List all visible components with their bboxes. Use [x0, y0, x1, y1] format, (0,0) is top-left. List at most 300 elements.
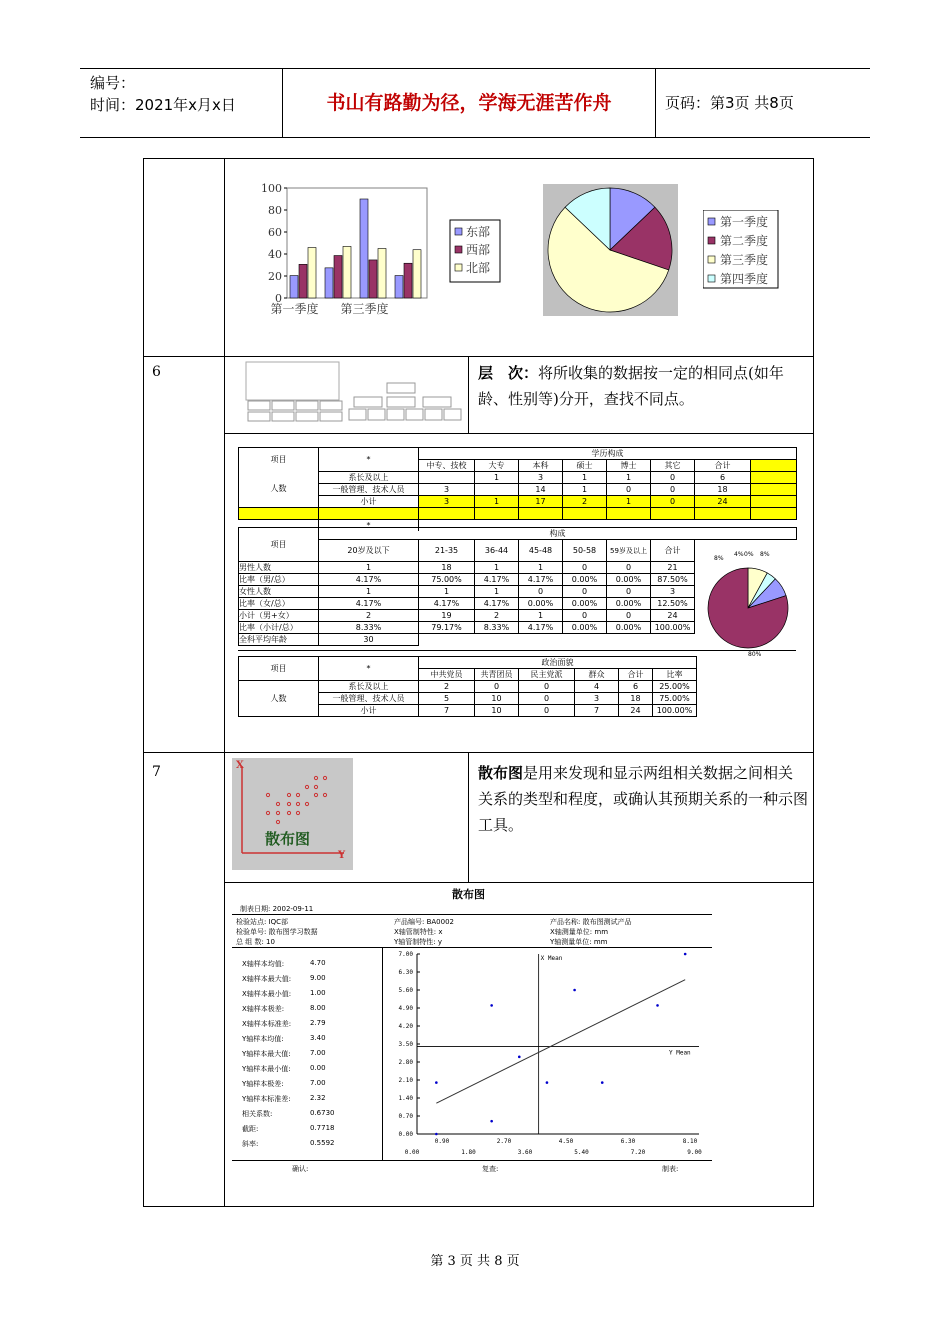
cell: 合计 — [695, 460, 751, 472]
cell — [751, 460, 797, 472]
bar-北部 — [413, 250, 421, 298]
cell: 1 — [519, 562, 563, 574]
cell: 大专 — [475, 460, 519, 472]
x-tick-label: 0.90 — [434, 1138, 450, 1145]
cell: 36-44 — [475, 540, 519, 562]
cell: 17 — [519, 496, 563, 508]
report-info: Y轴测量单位: mm — [550, 938, 608, 946]
layer-diagram — [244, 360, 464, 424]
y-tick-label: 0 — [275, 292, 282, 305]
cell: 0 — [519, 693, 575, 705]
cell: 5 — [419, 693, 475, 705]
education-table — [238, 447, 797, 531]
cell: 3 — [519, 472, 563, 484]
scatter-point — [518, 1056, 521, 1059]
report-info: 检验站点: IQC部 — [236, 918, 289, 926]
cell: 本科 — [519, 460, 563, 472]
table-border-mid — [224, 158, 225, 1207]
x-tick-label: 3.60 — [517, 1149, 533, 1156]
cell: 3 — [651, 586, 695, 598]
x-tick-label: 6.30 — [620, 1138, 636, 1145]
y-tick-label: 6.30 — [398, 969, 413, 976]
cell: 人数 — [239, 472, 319, 508]
scatter-desc-text: 是用来发现和显示两组相关数据之间相关关系的类型和程度，或确认其预期关系的一种示图工具。 — [478, 764, 809, 834]
y-tick-label: 0.00 — [398, 1131, 413, 1138]
cell: 25.00% — [653, 681, 697, 693]
cell: * — [319, 448, 419, 472]
cell: 项目 — [239, 657, 319, 681]
stat-label: 截距: — [242, 1125, 259, 1133]
cell — [419, 508, 475, 520]
cell: 7 — [575, 705, 619, 717]
bar-北部 — [308, 248, 316, 298]
bar-北部 — [343, 246, 351, 298]
cell: 0 — [519, 586, 563, 598]
legend-label: 第四季度 — [720, 272, 769, 286]
y-tick-label: 80 — [268, 204, 282, 217]
cell: 0.00% — [607, 574, 651, 586]
page-header — [80, 68, 870, 138]
layer-desc-text: 将所收集的数据按一定的相同点(如年龄、性别等)分开，查找不同点。 — [478, 364, 784, 408]
pie-label: 8% — [714, 555, 724, 562]
cell: 2 — [475, 610, 519, 622]
report-footer-maker: 制表: — [662, 1165, 679, 1173]
cell: 0 — [519, 681, 575, 693]
scatter-point — [435, 1081, 438, 1084]
scatter-point — [546, 1081, 549, 1084]
cell: 0.00% — [563, 622, 607, 634]
cell — [607, 634, 651, 646]
stat-label: X轴样本极差: — [242, 1005, 285, 1013]
cell — [607, 508, 651, 520]
cell: 一般管理、技术人员 — [319, 693, 419, 705]
legend-label: 第三季度 — [720, 253, 769, 267]
cell: 项目 — [239, 448, 319, 472]
cell — [751, 472, 797, 484]
pie-chart — [543, 184, 678, 316]
cell: 0.00% — [607, 622, 651, 634]
page-number-label: 页码：第3页 共8页 — [665, 94, 794, 112]
cell: 系长及以上 — [319, 681, 419, 693]
pie-label: 80% — [748, 651, 762, 658]
x-tick-label: 7.20 — [630, 1149, 646, 1156]
cell: 男性人数 — [239, 562, 319, 574]
stat-value: 8.00 — [310, 1004, 326, 1012]
stat-label: X轴样本最小值: — [242, 990, 292, 998]
cell: 1 — [563, 484, 607, 496]
cell: 小计 — [319, 496, 419, 508]
cell: 4.17% — [475, 574, 519, 586]
table-border-left — [143, 158, 144, 1207]
legend-swatch — [708, 256, 715, 263]
report-info: Y轴管制特性: y — [394, 938, 443, 946]
cell: 3 — [419, 496, 475, 508]
cell: 中专、技校 — [419, 460, 475, 472]
cell: 0 — [607, 484, 651, 496]
cell: 共青团员 — [475, 669, 519, 681]
y-mean-label: Y Mean — [669, 1049, 691, 1057]
cell: 20岁及以下 — [319, 540, 419, 562]
stat-label: 相关系数: — [242, 1110, 273, 1118]
y-tick-label: 0.70 — [398, 1113, 413, 1120]
stat-label: X轴样本最大值: — [242, 975, 292, 983]
cell — [563, 508, 607, 520]
cell — [651, 508, 695, 520]
cell: 3 — [419, 484, 475, 496]
cell — [519, 634, 563, 646]
cell: 24 — [619, 705, 653, 717]
cell: 8.33% — [475, 622, 519, 634]
cell: 24 — [651, 610, 695, 622]
layer-description — [478, 360, 806, 412]
cell — [751, 508, 797, 520]
cell: 小计（男+女） — [239, 610, 319, 622]
row-number-7: 7 — [152, 764, 161, 780]
stat-value: 7.00 — [310, 1049, 326, 1057]
cell: 18 — [619, 693, 653, 705]
cell: 构成 — [319, 528, 797, 540]
scatter-term: 散布图 — [478, 764, 524, 782]
stat-value: 7.00 — [310, 1079, 326, 1087]
cell: 100.00% — [651, 622, 695, 634]
bar-东部 — [395, 276, 403, 298]
cell: 4.17% — [475, 598, 519, 610]
stat-value: 0.6730 — [310, 1109, 335, 1117]
row7-subdivider — [224, 882, 814, 883]
cell: 30 — [319, 634, 419, 646]
x-tick-label: 第一季度 — [270, 302, 319, 316]
y-tick-label: 40 — [268, 248, 282, 261]
cell: 学历构成 — [419, 448, 797, 460]
cell: 6 — [619, 681, 653, 693]
cell: 政治面貌 — [419, 657, 697, 669]
scatter-icon-y: Y — [338, 850, 346, 861]
x-tick-label: 第三季度 — [340, 302, 389, 316]
stat-value: 3.40 — [310, 1034, 326, 1042]
pie-label: 4% — [734, 551, 744, 558]
cell: 中共党员 — [419, 669, 475, 681]
table-border-top — [143, 158, 814, 159]
code-label: 编号： — [90, 74, 136, 92]
row6-subdivider — [224, 433, 814, 434]
cell — [475, 508, 519, 520]
cell: 1 — [319, 586, 419, 598]
cell: 0 — [607, 610, 651, 622]
scatter-description — [478, 760, 808, 838]
cell: 0 — [475, 681, 519, 693]
cell: 1 — [563, 472, 607, 484]
x-tick-label: 9.00 — [687, 1149, 702, 1156]
page-footer: 第 3 页 共 8 页 — [430, 1254, 520, 1269]
cell: 0.00% — [563, 598, 607, 610]
header-meta — [80, 69, 283, 137]
scatter-point — [573, 989, 576, 992]
age-pie-chart — [700, 548, 796, 660]
cell: 7 — [419, 705, 475, 717]
header-motto: 书山有路勤为径，学海无涯苦作舟 — [283, 69, 656, 137]
cell: 75.00% — [419, 574, 475, 586]
cell: 1 — [419, 586, 475, 598]
layer-term: 层 次： — [478, 364, 539, 382]
stat-label: Y轴样本最小值: — [242, 1065, 291, 1073]
cell: 12.50% — [651, 598, 695, 610]
stat-label: Y轴样本标准差: — [242, 1095, 291, 1103]
cell: 21 — [651, 562, 695, 574]
bar-西部 — [334, 256, 342, 298]
cell: 10 — [475, 693, 519, 705]
report-info: 产品编号: BA0002 — [394, 918, 454, 926]
cell: 14 — [519, 484, 563, 496]
report-date: 制表日期: 2002-09-11 — [240, 905, 314, 913]
cell: * — [319, 520, 419, 532]
cell: 4.17% — [319, 598, 419, 610]
cell — [751, 484, 797, 496]
legend-swatch — [708, 237, 715, 244]
cell — [419, 634, 475, 646]
stat-value: 1.00 — [310, 989, 326, 997]
cell: 系长及以上 — [319, 472, 419, 484]
bar-北部 — [378, 249, 386, 299]
cell: 21-35 — [419, 540, 475, 562]
cell: 4.17% — [319, 574, 419, 586]
cell: 一般管理、技术人员 — [319, 484, 419, 496]
row-number-6: 6 — [152, 364, 161, 380]
stat-value: 2.32 — [310, 1094, 326, 1102]
cell: 50-58 — [563, 540, 607, 562]
cell: 75.00% — [653, 693, 697, 705]
table-border-right — [813, 158, 814, 1207]
report-footer-review: 复查: — [482, 1165, 499, 1173]
report-info: X轴管制特性: x — [394, 928, 443, 936]
legend-swatch — [455, 246, 462, 253]
cell: 合计 — [651, 540, 695, 562]
cell: 87.50% — [651, 574, 695, 586]
cell: 民主党派 — [519, 669, 575, 681]
cell — [519, 508, 563, 520]
fit-line — [436, 980, 685, 1103]
bar-西部 — [404, 263, 412, 298]
y-tick-label: 5.60 — [398, 987, 413, 994]
stat-value: 9.00 — [310, 974, 326, 982]
scatter-icon — [232, 758, 353, 870]
cell: 人数 — [239, 681, 319, 717]
cell: 全科平均年龄 — [239, 634, 319, 646]
legend-swatch — [455, 264, 462, 271]
cell: 79.17% — [419, 622, 475, 634]
report-scatter-chart — [382, 947, 712, 1160]
cell — [563, 634, 607, 646]
cell — [419, 472, 475, 484]
cell: 比率（女/总） — [239, 598, 319, 610]
cell: 6 — [695, 472, 751, 484]
cell: 0 — [651, 496, 695, 508]
pie-legend — [703, 210, 783, 290]
x-tick-label: 5.40 — [574, 1149, 589, 1156]
stat-value: 0.00 — [310, 1064, 326, 1072]
cell: * — [319, 657, 419, 681]
cell: 项目 — [239, 528, 319, 562]
cell: 0 — [519, 705, 575, 717]
y-tick-label: 2.10 — [398, 1077, 413, 1084]
row6-split — [468, 356, 469, 434]
row7-split — [468, 752, 469, 882]
report-info: 总 组 数: 10 — [236, 938, 275, 946]
cell: 24 — [695, 496, 751, 508]
cell: 1 — [319, 562, 419, 574]
cell — [751, 496, 797, 508]
cell — [475, 484, 519, 496]
bar-西部 — [299, 264, 307, 298]
layer-box-top — [246, 362, 339, 400]
y-tick-label: 1.40 — [398, 1095, 413, 1102]
cell: 4 — [575, 681, 619, 693]
cell: 0 — [607, 586, 651, 598]
time-label: 时间：2021年x月x日 — [90, 96, 236, 114]
cell: 1 — [519, 610, 563, 622]
y-tick-label: 2.80 — [398, 1059, 413, 1066]
bar-西部 — [369, 260, 377, 298]
x-tick-label: 2.70 — [496, 1138, 512, 1145]
cell: 2 — [419, 681, 475, 693]
cell: 合计 — [619, 669, 653, 681]
cell: 0 — [607, 562, 651, 574]
cell — [239, 508, 319, 520]
y-tick-label: 4.20 — [398, 1023, 413, 1030]
cell: 18 — [419, 562, 475, 574]
cell: 1 — [475, 562, 519, 574]
cell: 女性人数 — [239, 586, 319, 598]
cell: 1 — [475, 472, 519, 484]
bar-东部 — [325, 268, 333, 298]
pie-label: 8% — [760, 551, 770, 558]
table-border-bottom — [143, 1206, 814, 1207]
cell — [695, 508, 751, 520]
cell — [475, 634, 519, 646]
x-tick-label: 1.80 — [461, 1149, 476, 1156]
cell — [319, 508, 419, 520]
legend-label: 东部 — [466, 225, 491, 239]
cell: 19 — [419, 610, 475, 622]
stat-value: 4.70 — [310, 959, 326, 967]
legend-label: 西部 — [466, 243, 491, 257]
y-tick-label: 7.00 — [398, 951, 413, 958]
cell: 4.17% — [419, 598, 475, 610]
report-title: 散布图 — [452, 888, 485, 901]
row-divider-1 — [143, 356, 814, 357]
cell: 0 — [563, 586, 607, 598]
report-footer-confirm: 确认: — [292, 1165, 309, 1173]
cell: 硕士 — [563, 460, 607, 472]
report-line — [232, 1160, 712, 1161]
scatter-icon-graphic — [232, 758, 353, 870]
cell: 4.17% — [519, 574, 563, 586]
y-tick-label: 3.50 — [398, 1041, 413, 1048]
scatter-point — [656, 1004, 659, 1007]
stat-label: X轴样本均值: — [242, 960, 285, 968]
scatter-icon-x: X — [236, 760, 244, 771]
cell: 0.00% — [519, 598, 563, 610]
stat-label: Y轴样本最大值: — [242, 1050, 291, 1058]
stat-label: Y轴样本均值: — [242, 1035, 284, 1043]
cell: 59岁及以上 — [607, 540, 651, 562]
row-divider-2 — [143, 752, 814, 753]
report-info: X轴测量单位: mm — [550, 928, 609, 936]
cell: 3 — [575, 693, 619, 705]
x-mean-label: X Mean — [540, 955, 563, 962]
x-tick-label: 0.00 — [404, 1149, 420, 1156]
bar-东部 — [360, 199, 368, 298]
cell: 0.00% — [563, 574, 607, 586]
cell: 1 — [607, 496, 651, 508]
cell: 比率（男/总） — [239, 574, 319, 586]
scatter-point — [601, 1081, 604, 1084]
cell: 0 — [563, 610, 607, 622]
y-tick-label: 4.90 — [398, 1005, 413, 1012]
stat-value: 2.79 — [310, 1019, 326, 1027]
scatter-point — [490, 1004, 493, 1007]
scatter-point — [435, 1133, 438, 1136]
cell: 其它 — [651, 460, 695, 472]
legend-swatch — [708, 275, 715, 282]
scatter-report — [232, 884, 712, 1182]
cell: 博士 — [607, 460, 651, 472]
report-info: 检验单号: 散布图学习数据 — [236, 928, 318, 936]
x-tick-label: 4.50 — [558, 1138, 574, 1145]
y-tick-label: 100 — [261, 182, 282, 195]
legend-label: 第二季度 — [720, 234, 769, 248]
cell: 2 — [563, 496, 607, 508]
cell: 1 — [475, 586, 519, 598]
report-stats — [232, 947, 382, 1160]
stat-label: X轴样本标准差: — [242, 1020, 292, 1028]
cell: 0 — [651, 484, 695, 496]
cell: 4.17% — [519, 622, 563, 634]
cell — [651, 634, 695, 646]
cell: 100.00% — [653, 705, 697, 717]
cell: 比率（小计/总） — [239, 622, 319, 634]
scatter-icon-caption: 散布图 — [265, 830, 311, 848]
cell: 45-48 — [519, 540, 563, 562]
legend-swatch — [708, 218, 715, 225]
cell: 比率 — [653, 669, 697, 681]
cell: 1 — [607, 472, 651, 484]
legend-label: 北部 — [466, 261, 491, 275]
bar-chart — [255, 178, 515, 320]
cell: 2 — [319, 610, 419, 622]
cell: 8.33% — [319, 622, 419, 634]
report-info: 产品名称: 散布图测试产品 — [550, 918, 632, 926]
stat-label: 斜率: — [242, 1140, 259, 1148]
stat-value: 0.7718 — [310, 1124, 335, 1132]
cell: 群众 — [575, 669, 619, 681]
x-tick-label: 8.10 — [682, 1138, 698, 1145]
scatter-point — [490, 1120, 493, 1123]
cell: 小计 — [319, 705, 419, 717]
cell: 0 — [563, 562, 607, 574]
politics-table — [238, 656, 697, 717]
report-line — [232, 914, 712, 915]
cell: 0.00% — [607, 598, 651, 610]
y-tick-label: 60 — [268, 226, 282, 239]
cell: 18 — [695, 484, 751, 496]
cell: 10 — [475, 705, 519, 717]
cell: 0 — [651, 472, 695, 484]
stat-label: Y轴样本极差: — [242, 1080, 284, 1088]
y-tick-label: 20 — [268, 270, 282, 283]
cell: 1 — [475, 496, 519, 508]
bar-东部 — [290, 276, 298, 298]
legend-label: 第一季度 — [720, 215, 769, 229]
